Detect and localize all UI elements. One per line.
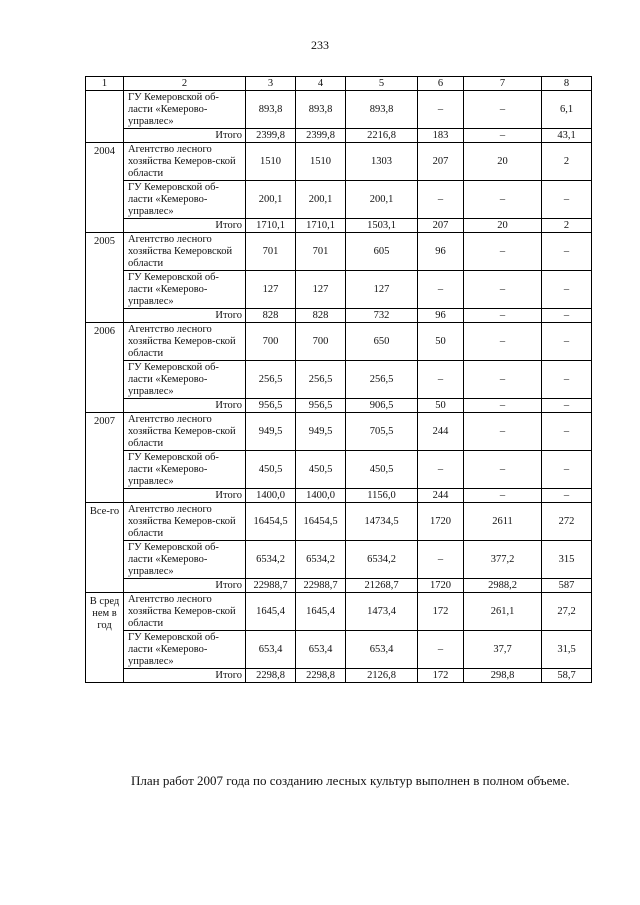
- table-row: [86, 413, 592, 451]
- total-value-cell: 587: [542, 579, 592, 593]
- value-cell: 1510: [246, 143, 296, 181]
- total-row: [86, 309, 592, 323]
- total-row: [86, 489, 592, 503]
- column-header: 2: [124, 77, 246, 91]
- value-cell: 200,1: [296, 181, 346, 219]
- value-cell: –: [418, 541, 464, 579]
- value-cell: 207: [418, 143, 464, 181]
- value-cell: 127: [246, 271, 296, 309]
- value-cell: –: [418, 91, 464, 129]
- value-cell: 1645,4: [246, 593, 296, 631]
- table-row: [86, 271, 592, 309]
- year-cell: 2006: [86, 323, 124, 413]
- organization-cell: ГУ Кемеровской об-ласти «Кемерово-управлес»: [124, 631, 246, 669]
- total-value-cell: 1400,0: [246, 489, 296, 503]
- total-value-cell: 22988,7: [246, 579, 296, 593]
- value-cell: –: [542, 361, 592, 399]
- header-row: [86, 77, 592, 91]
- value-cell: 377,2: [464, 541, 542, 579]
- value-cell: 127: [346, 271, 418, 309]
- column-header: 1: [86, 77, 124, 91]
- table-row: [86, 541, 592, 579]
- value-cell: 1473,4: [346, 593, 418, 631]
- table-row: [86, 451, 592, 489]
- organization-cell: ГУ Кемеровской об-ласти «Кемерово-управлес»: [124, 181, 246, 219]
- value-cell: 650: [346, 323, 418, 361]
- total-row: [86, 219, 592, 233]
- value-cell: 6534,2: [346, 541, 418, 579]
- year-cell: 2005: [86, 233, 124, 323]
- value-cell: 2611: [464, 503, 542, 541]
- page-number: 233: [311, 38, 329, 52]
- total-value-cell: –: [464, 129, 542, 143]
- total-value-cell: 172: [418, 669, 464, 683]
- total-value-cell: –: [542, 399, 592, 413]
- total-value-cell: 2399,8: [246, 129, 296, 143]
- value-cell: 6534,2: [246, 541, 296, 579]
- value-cell: –: [464, 271, 542, 309]
- organization-cell: ГУ Кемеровской об-ласти «Кемерово-управлес»: [124, 271, 246, 309]
- organization-cell: Агентство лесного хозяйства Кемеров-ской области: [124, 503, 246, 541]
- organization-cell: Агентство лесного хозяйства Кемеров-ской области: [124, 593, 246, 631]
- total-value-cell: 207: [418, 219, 464, 233]
- organization-cell: ГУ Кемеровской об-ласти «Кемерово-управлес»: [124, 361, 246, 399]
- value-cell: 127: [296, 271, 346, 309]
- table-row: [86, 631, 592, 669]
- value-cell: 605: [346, 233, 418, 271]
- value-cell: –: [542, 271, 592, 309]
- closing-paragraph: План работ 2007 года по созданию лесных культур выполнен в полном объеме.: [131, 773, 570, 788]
- value-cell: 20: [464, 143, 542, 181]
- column-header: 4: [296, 77, 346, 91]
- total-value-cell: 956,5: [296, 399, 346, 413]
- total-value-cell: 2298,8: [246, 669, 296, 683]
- total-value-cell: 2: [542, 219, 592, 233]
- total-value-cell: –: [464, 309, 542, 323]
- value-cell: 256,5: [296, 361, 346, 399]
- value-cell: 16454,5: [246, 503, 296, 541]
- value-cell: 200,1: [346, 181, 418, 219]
- year-cell: В сред нем в год: [86, 593, 124, 683]
- value-cell: 244: [418, 413, 464, 451]
- value-cell: 949,5: [296, 413, 346, 451]
- year-cell: [86, 91, 124, 143]
- value-cell: 172: [418, 593, 464, 631]
- value-cell: 450,5: [246, 451, 296, 489]
- total-value-cell: 2988,2: [464, 579, 542, 593]
- value-cell: –: [418, 631, 464, 669]
- value-cell: 37,7: [464, 631, 542, 669]
- total-value-cell: 2216,8: [346, 129, 418, 143]
- year-cell: 2004: [86, 143, 124, 233]
- value-cell: 256,5: [246, 361, 296, 399]
- organization-cell: Агентство лесного хозяйства Кемеров-ской области: [124, 413, 246, 451]
- value-cell: 1645,4: [296, 593, 346, 631]
- total-value-cell: 43,1: [542, 129, 592, 143]
- value-cell: 653,4: [246, 631, 296, 669]
- value-cell: 27,2: [542, 593, 592, 631]
- value-cell: –: [542, 451, 592, 489]
- table-row: [86, 593, 592, 631]
- value-cell: 893,8: [246, 91, 296, 129]
- value-cell: 701: [246, 233, 296, 271]
- total-value-cell: 96: [418, 309, 464, 323]
- total-value-cell: –: [542, 489, 592, 503]
- total-label-cell: Итого: [124, 129, 246, 143]
- value-cell: 16454,5: [296, 503, 346, 541]
- total-value-cell: 183: [418, 129, 464, 143]
- organization-cell: ГУ Кемеровской об-ласти «Кемерово-управлес»: [124, 541, 246, 579]
- table-row: [86, 143, 592, 181]
- total-value-cell: –: [464, 399, 542, 413]
- value-cell: 949,5: [246, 413, 296, 451]
- total-value-cell: 1400,0: [296, 489, 346, 503]
- table-row: [86, 91, 592, 129]
- total-value-cell: 1720: [418, 579, 464, 593]
- column-header: 6: [418, 77, 464, 91]
- value-cell: 700: [296, 323, 346, 361]
- total-label-cell: Итого: [124, 669, 246, 683]
- value-cell: 261,1: [464, 593, 542, 631]
- value-cell: –: [418, 361, 464, 399]
- total-label-cell: Итого: [124, 219, 246, 233]
- value-cell: –: [464, 323, 542, 361]
- value-cell: –: [418, 451, 464, 489]
- value-cell: 6534,2: [296, 541, 346, 579]
- total-value-cell: 1503,1: [346, 219, 418, 233]
- total-value-cell: 2399,8: [296, 129, 346, 143]
- year-cell: Все-го: [86, 503, 124, 593]
- value-cell: 653,4: [346, 631, 418, 669]
- organization-cell: Агентство лесного хозяйства Кемеровской области: [124, 233, 246, 271]
- value-cell: –: [464, 413, 542, 451]
- value-cell: 705,5: [346, 413, 418, 451]
- value-cell: 700: [246, 323, 296, 361]
- table-row: [86, 361, 592, 399]
- value-cell: –: [542, 323, 592, 361]
- forest-cultures-table: [85, 76, 592, 683]
- total-value-cell: 1710,1: [296, 219, 346, 233]
- total-value-cell: 732: [346, 309, 418, 323]
- total-label-cell: Итого: [124, 309, 246, 323]
- value-cell: –: [464, 181, 542, 219]
- total-value-cell: 21268,7: [346, 579, 418, 593]
- value-cell: 653,4: [296, 631, 346, 669]
- value-cell: 14734,5: [346, 503, 418, 541]
- value-cell: 450,5: [346, 451, 418, 489]
- value-cell: –: [542, 233, 592, 271]
- total-value-cell: 828: [296, 309, 346, 323]
- total-value-cell: 906,5: [346, 399, 418, 413]
- total-value-cell: 20: [464, 219, 542, 233]
- organization-cell: ГУ Кемеровской об-ласти «Кемерово-управлес»: [124, 91, 246, 129]
- total-value-cell: 50: [418, 399, 464, 413]
- organization-cell: Агентство лесного хозяйства Кемеров-ской области: [124, 323, 246, 361]
- value-cell: 50: [418, 323, 464, 361]
- value-cell: 315: [542, 541, 592, 579]
- column-header: 7: [464, 77, 542, 91]
- value-cell: 272: [542, 503, 592, 541]
- value-cell: –: [464, 451, 542, 489]
- table-row: [86, 323, 592, 361]
- value-cell: 893,8: [296, 91, 346, 129]
- value-cell: 200,1: [246, 181, 296, 219]
- value-cell: 893,8: [346, 91, 418, 129]
- total-value-cell: 22988,7: [296, 579, 346, 593]
- value-cell: 1303: [346, 143, 418, 181]
- value-cell: –: [418, 271, 464, 309]
- total-value-cell: 58,7: [542, 669, 592, 683]
- total-value-cell: 2126,8: [346, 669, 418, 683]
- total-label-cell: Итого: [124, 579, 246, 593]
- total-value-cell: 298,8: [464, 669, 542, 683]
- value-cell: 31,5: [542, 631, 592, 669]
- value-cell: 2: [542, 143, 592, 181]
- value-cell: –: [418, 181, 464, 219]
- organization-cell: Агентство лесного хозяйства Кемеров-ской области: [124, 143, 246, 181]
- column-header: 5: [346, 77, 418, 91]
- value-cell: –: [542, 413, 592, 451]
- total-row: [86, 129, 592, 143]
- total-value-cell: –: [464, 489, 542, 503]
- total-value-cell: 1710,1: [246, 219, 296, 233]
- value-cell: –: [464, 361, 542, 399]
- value-cell: 256,5: [346, 361, 418, 399]
- total-label-cell: Итого: [124, 399, 246, 413]
- value-cell: –: [542, 181, 592, 219]
- table-row: [86, 181, 592, 219]
- year-cell: 2007: [86, 413, 124, 503]
- value-cell: 1510: [296, 143, 346, 181]
- table-row: [86, 503, 592, 541]
- total-value-cell: 956,5: [246, 399, 296, 413]
- value-cell: 701: [296, 233, 346, 271]
- total-value-cell: 1156,0: [346, 489, 418, 503]
- value-cell: 450,5: [296, 451, 346, 489]
- value-cell: 6,1: [542, 91, 592, 129]
- total-value-cell: 828: [246, 309, 296, 323]
- total-value-cell: –: [542, 309, 592, 323]
- total-row: [86, 669, 592, 683]
- total-value-cell: 244: [418, 489, 464, 503]
- total-label-cell: Итого: [124, 489, 246, 503]
- value-cell: 1720: [418, 503, 464, 541]
- value-cell: –: [464, 233, 542, 271]
- column-header: 3: [246, 77, 296, 91]
- value-cell: 96: [418, 233, 464, 271]
- table-row: [86, 233, 592, 271]
- organization-cell: ГУ Кемеровской об-ласти «Кемерово-управлес»: [124, 451, 246, 489]
- total-row: [86, 399, 592, 413]
- column-header: 8: [542, 77, 592, 91]
- value-cell: –: [464, 91, 542, 129]
- total-value-cell: 2298,8: [296, 669, 346, 683]
- total-row: [86, 579, 592, 593]
